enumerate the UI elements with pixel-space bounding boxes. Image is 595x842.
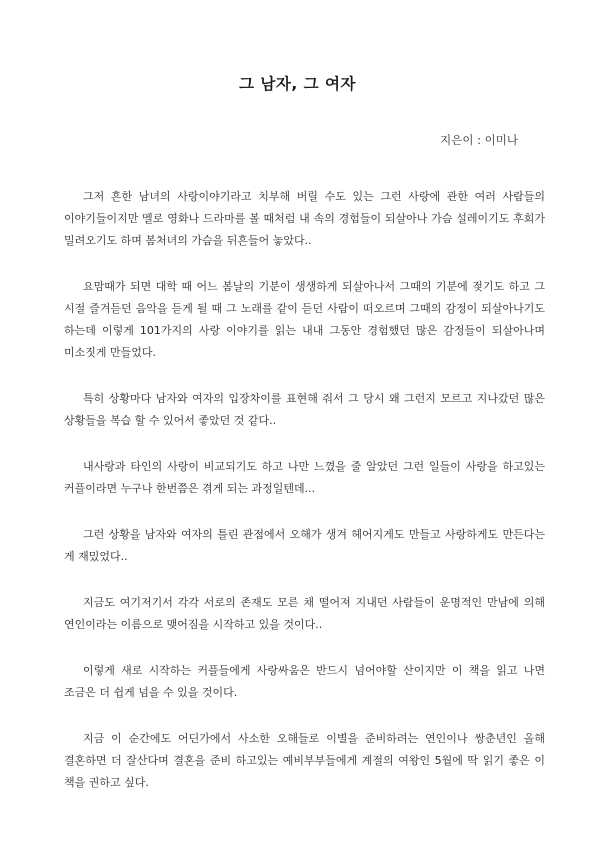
- paragraph-7: 이렇게 새로 시작하는 커플들에게 사랑싸움은 반드시 넘어야할 산이지만 이 책을 읽고 나면 조금은 더 쉽게 넘을 수 있을 것이다.: [64, 664, 545, 699]
- paragraph-8: 지금 이 순간에도 어딘가에서 사소한 오해들로 이별을 준비하려는 연인이나 쌍춘년인 올해 결혼하면 더 잘산다며 결혼을 준비 하고있는 예비부부들에게 계절의 여왕인 5월에 딱 읽기 좋은 이 책을 권하고 싶다.: [64, 732, 545, 789]
- paragraph-6: 지금도 여기저기서 각각 서로의 존재도 모른 채 떨어져 지내던 사람들이 운명적인 만남에 의해 연인이라는 이름으로 맺어짐을 시작하고 있을 것이다..: [64, 596, 545, 631]
- paragraph-1: 그저 흔한 남녀의 사랑이야기라고 치부해 버릴 수도 있는 그런 사랑에 관한 여러 사람들의 이야기들이지만 멜로 영화나 드라마를 볼 때처럼 내 속의 경험들이 되살아나 가슴 설레이기도 후회가 밀려오기도 하며 봄처녀의 가슴을 뒤흔들어 놓았다..: [64, 190, 545, 247]
- document-title: 그 남자, 그 여자: [239, 75, 356, 93]
- author-line: 지은이 : 이미나: [440, 133, 518, 147]
- body-text: [64, 186, 545, 818]
- paragraph-3: 특히 상황마다 남자와 여자의 입장차이를 표현해 줘서 그 당시 왜 그런지 모르고 지나갔던 많은 상황들을 복습 할 수 있어서 좋았던 것 같다..: [64, 392, 545, 427]
- paragraph-2: 요맘때가 되면 대학 때 어느 봄날의 기분이 생생하게 되살아나서 그때의 기분에 젖기도 하고 그 시절 즐겨듣던 음악을 듣게 될 때 그 노래를 같이 듣던 사람이 떠오르며 그때의 감정이 되살아나기도 하는데 이렇게 101가지의 사랑 이야기를 읽는 내내 그동안 경험했던 많은 감정들이 되살아나며 미소짓게 만들었다.: [64, 280, 545, 359]
- paragraph-4: 내사랑과 타인의 사랑이 비교되기도 하고 나만 느꼈을 줄 알았던 그런 일들이 사랑을 하고있는 커플이라면 누구나 한번쯤은 겪게 되는 과정일텐데...: [64, 460, 545, 495]
- paragraph-5: 그런 상황을 남자와 여자의 틀린 관점에서 오해가 생겨 헤어지게도 만들고 사랑하게도 만든다는 게 재밌었다..: [64, 528, 545, 563]
